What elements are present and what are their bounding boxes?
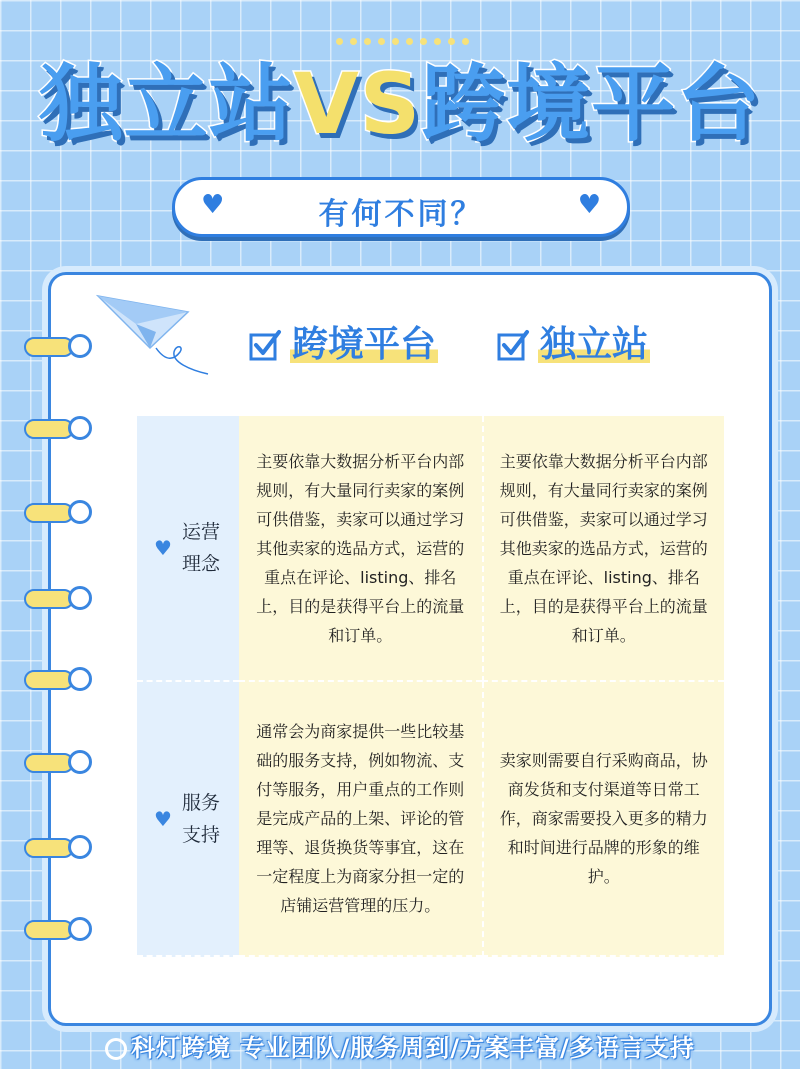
column-label: 独立站 bbox=[540, 324, 649, 365]
paper-plane-icon bbox=[96, 290, 226, 380]
notebook-ring-icon bbox=[24, 503, 90, 523]
notebook-ring-icon bbox=[24, 589, 90, 609]
row-label-line: 服务 bbox=[181, 791, 220, 814]
table-cell-platform: 通常会为商家提供一些比较基础的服务支持，例如物流、支付等服务，用户重点的工作则是完成产品的上架、评论的管理等、退货换货等事宜，这在一定程度上为商家分担一定的店铺运营管理的压力。 bbox=[239, 682, 482, 957]
row-label bbox=[137, 416, 239, 682]
subtitle-pill bbox=[172, 177, 630, 237]
row-label-line: 理念 bbox=[181, 553, 220, 575]
comparison-table bbox=[137, 416, 724, 957]
footer-banner bbox=[0, 1028, 800, 1063]
title-part1: 独立站 bbox=[38, 55, 294, 153]
notebook-ring-icon bbox=[24, 670, 90, 690]
heart-icon: ♥ bbox=[154, 806, 172, 831]
heart-icon: ♥ bbox=[201, 190, 225, 220]
heart-icon: ♥ bbox=[154, 536, 172, 560]
column-label: 跨境平台 bbox=[292, 324, 437, 365]
page-title bbox=[0, 55, 800, 153]
checkbox-icon bbox=[496, 328, 530, 362]
column-header-platform bbox=[248, 322, 438, 368]
title-vs: VS bbox=[293, 55, 422, 153]
notebook-ring-icon bbox=[24, 337, 90, 357]
subtitle: 有何不同？ bbox=[318, 197, 484, 232]
row-label-line: 运营 bbox=[181, 521, 220, 543]
notebook-ring-icon bbox=[24, 920, 90, 940]
brand-logo-icon bbox=[105, 1038, 127, 1060]
table-cell-standalone: 卖家则需要自行采购商品，协商发货和支付渠道等日常工作，商家需要投入更多的精力和时间进行品牌的形象的维护。 bbox=[482, 682, 725, 957]
notebook-ring-icon bbox=[24, 753, 90, 773]
table-cell-platform: 主要依靠大数据分析平台内部规则，有大量同行卖家的案例可供借鉴，卖家可以通过学习其他卖家的选品方式，运营的重点在评论、listing、排名上，目的是获得平台上的流量和订单。 bbox=[239, 416, 482, 682]
title-part2: 跨境平台 bbox=[421, 55, 762, 153]
decorative-dots bbox=[336, 38, 469, 45]
checkbox-icon bbox=[248, 328, 282, 362]
row-label-line: 支持 bbox=[181, 823, 220, 846]
column-header-standalone bbox=[496, 322, 650, 368]
heart-icon: ♥ bbox=[577, 190, 601, 220]
table-cell-standalone: 主要依靠大数据分析平台内部规则，有大量同行卖家的案例可供借鉴，卖家可以通过学习其他卖家的选品方式，运营的重点在评论、listing、排名上，目的是获得平台上的流量和订单。 bbox=[482, 416, 725, 682]
notebook-ring-icon bbox=[24, 838, 90, 858]
row-label bbox=[137, 682, 239, 957]
notebook-ring-icon bbox=[24, 419, 90, 439]
footer-text: 科灯跨境 专业团队/服务周到/方案丰富/多语言支持 bbox=[131, 1034, 695, 1062]
